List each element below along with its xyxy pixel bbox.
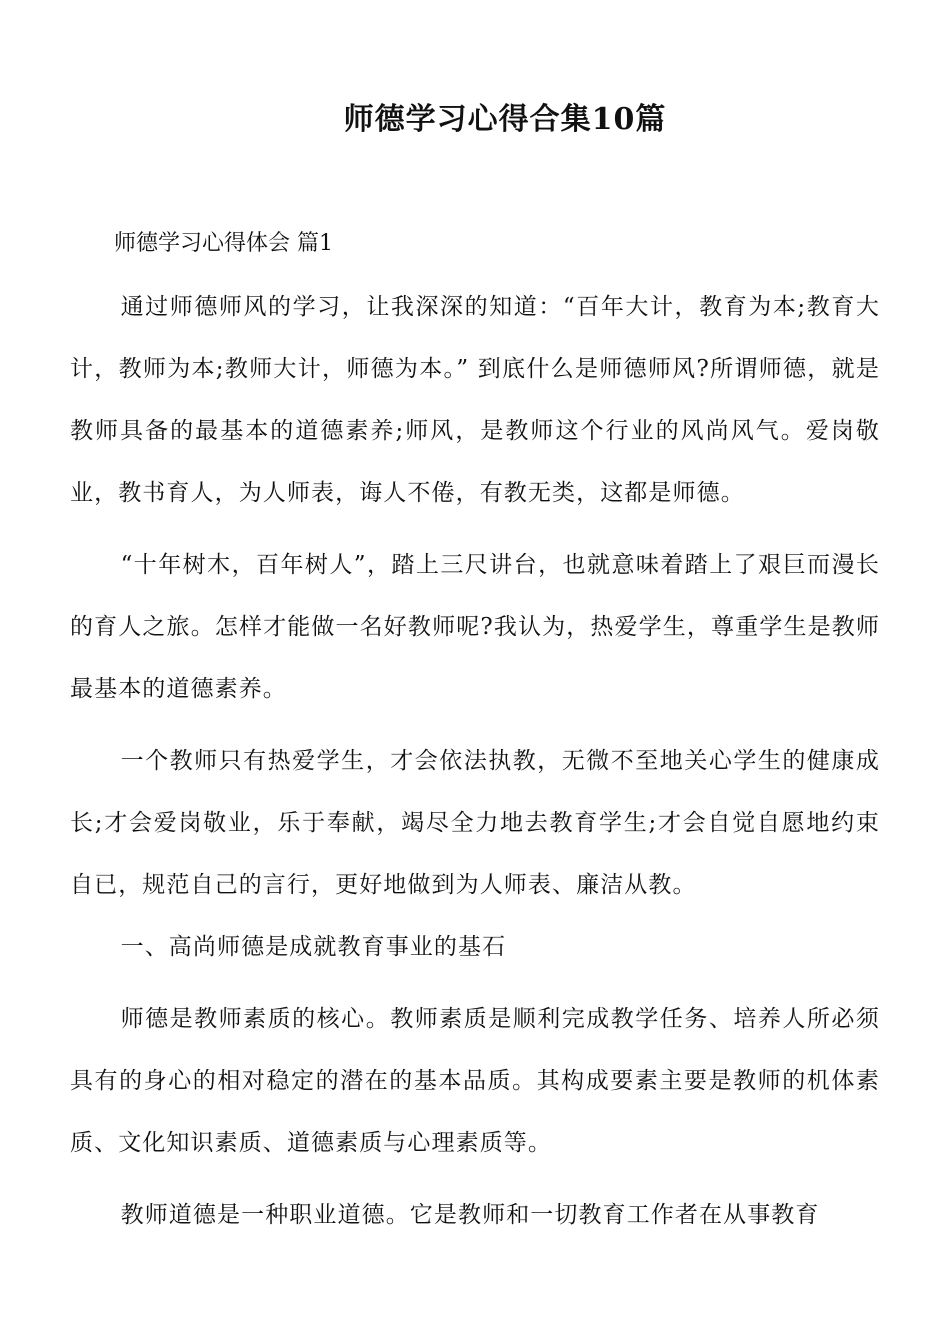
subheading-1: 一、高尚师德是成就教育事业的基石: [120, 934, 507, 960]
paragraph-5: 教师道德是一种职业道德。它是教师和一切教育工作者在从事教育: [120, 1202, 820, 1228]
paragraph-1: 通过师德师风的学习，让我深深的知道：“百年大计，教育为本;教育大计，教师为本;教师大计，师德为本。” 到底什么是师德师风?所谓师德，就是教师具备的最基本的道德素养;师风，是教师这个行业的风尚风气。爱岗敬业，教书育人，为人师表，诲人不倦，有教无类，这都是师德。: [70, 294, 880, 506]
section-heading: 师德学习心得体会 篇1: [114, 231, 333, 256]
document-title: 师德学习心得合集10篇: [343, 102, 667, 137]
paragraph-2: “十年树木，百年树人”，踏上三尺讲台，也就意味着踏上了艰巨而漫长的育人之旅。怎样才能做一名好教师呢?我认为，热爱学生，尊重学生是教师最基本的道德素养。: [70, 552, 880, 702]
paragraph-4: 师德是教师素质的核心。教师素质是顺利完成教学任务、培养人所必须具有的身心的相对稳定的潜在的基本品质。其构成要素主要是教师的机体素质、文化知识素质、道德素质与心理素质等。: [70, 1006, 880, 1156]
paragraph-3: 一个教师只有热爱学生，才会依法执教，无微不至地关心学生的健康成长;才会爱岗敬业，乐于奉献，竭尽全力地去教育学生;才会自觉自愿地约束自已，规范自己的言行，更好地做到为人师表、廉洁从教。: [70, 748, 880, 898]
